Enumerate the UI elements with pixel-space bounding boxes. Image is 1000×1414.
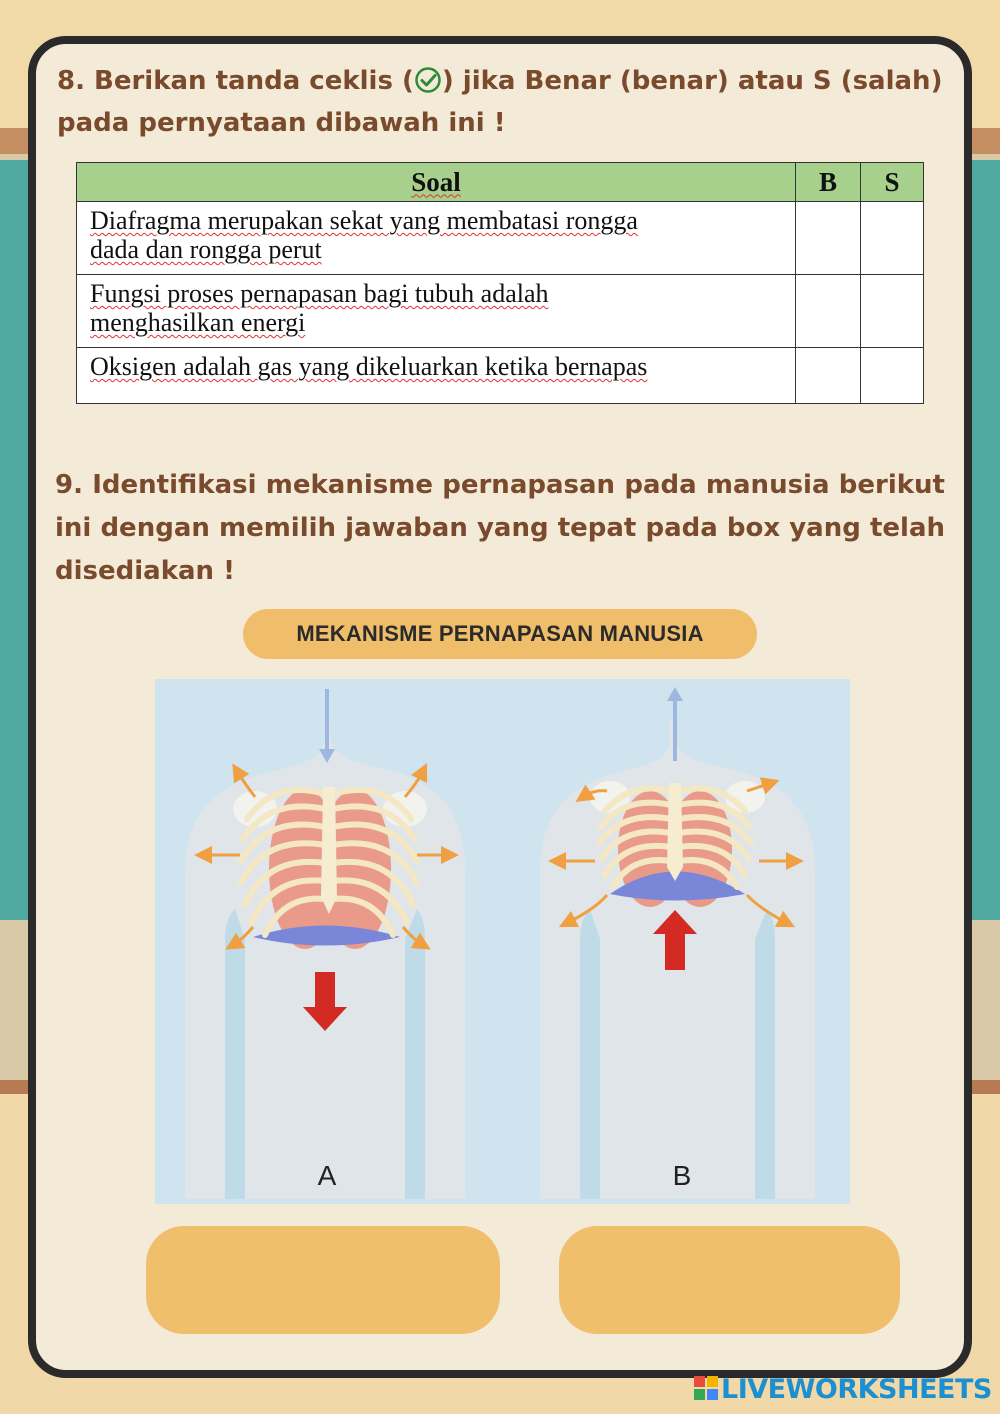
answer-cell-s[interactable] (861, 348, 924, 404)
question-9: 9. Identifikasi mekanisme pernapasan pada manusia berikut ini dengan memilih jawaban yang tepat pada box yang telah disediakan ! (55, 470, 945, 586)
header-s: S (861, 163, 924, 202)
answer-cell-b[interactable] (796, 275, 861, 348)
header-soal: Soal (77, 163, 796, 202)
answer-box-b[interactable] (559, 1226, 900, 1334)
statement-cell: Fungsi proses pernapasan bagi tubuh adalah menghasilkan energi (77, 275, 796, 348)
answer-cell-b[interactable] (796, 348, 861, 404)
section-title: MEKANISME PERNAPASAN MANUSIA (243, 609, 757, 659)
question-8-text-before: 8. Berikan tanda ceklis ( (57, 66, 414, 96)
liveworksheets-logo[interactable] (693, 1374, 992, 1408)
answer-box-a[interactable] (146, 1226, 500, 1334)
question-8 (57, 60, 949, 144)
breathing-mechanism-figure (155, 679, 850, 1204)
statement-cell: Diafragma merupakan sekat yang membatasi rongga dada dan rongga perut (77, 202, 796, 275)
header-b: B (796, 163, 861, 202)
liveworksheets-logo-icon (693, 1375, 719, 1401)
question-8-text-after: ) jika Benar (benar) atau S (salah) pada pernyataan dibawah ini ! (57, 66, 943, 138)
table-row (77, 202, 924, 275)
brand-text: LIVEWORKSHEETS (721, 1374, 992, 1405)
check-circle-icon (414, 66, 442, 94)
statement-cell: Oksigen adalah gas yang dikeluarkan ketika bernapas (77, 348, 796, 404)
table-header-row (77, 163, 924, 202)
table-row (77, 275, 924, 348)
answer-cell-s[interactable] (861, 275, 924, 348)
statement-table (76, 162, 924, 404)
answer-cell-b[interactable] (796, 202, 861, 275)
figure-label-b: B (672, 1160, 692, 1191)
table-row (77, 348, 924, 404)
answer-cell-s[interactable] (861, 202, 924, 275)
figure-label-a: A (317, 1160, 337, 1191)
